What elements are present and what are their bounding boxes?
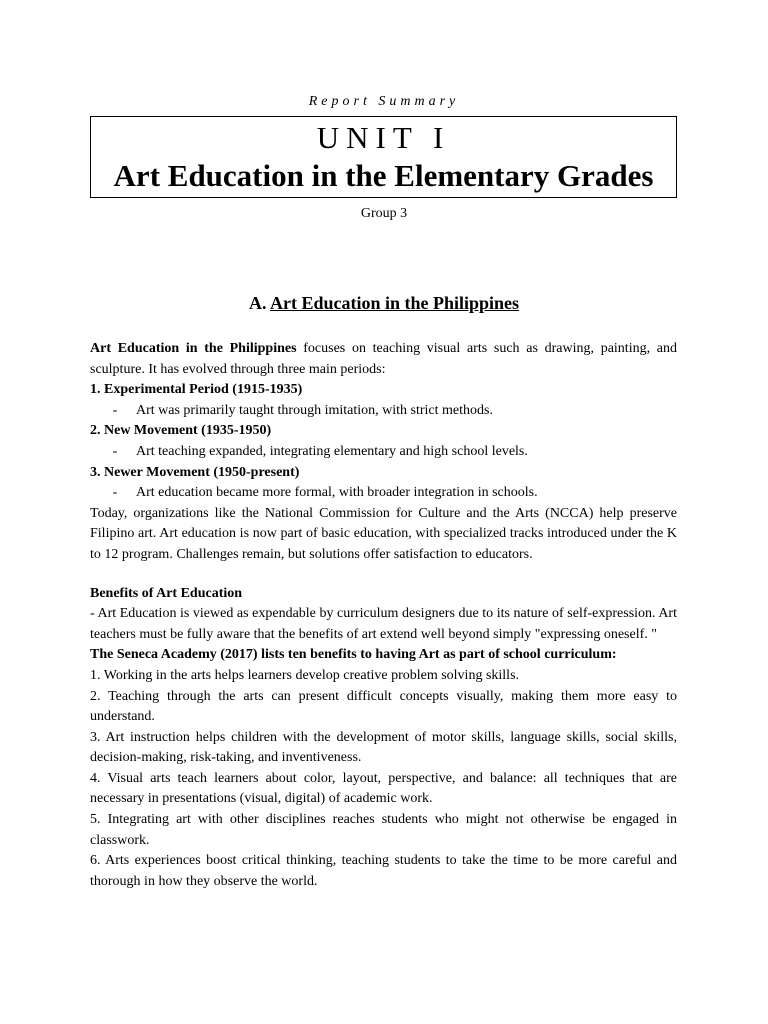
benefit-item: 1. Working in the arts helps learners develop creative problem solving skills.	[90, 667, 520, 683]
benefit-item: 3. Art instruction helps children with the development of motor skills, language skills, social skills, decision-making, risk-taking, and inventiveness.	[90, 729, 677, 766]
period-bullet-text: Art teaching expanded, integrating elementary and high school levels.	[136, 443, 528, 459]
intro-paragraph	[90, 339, 677, 380]
period-bullet-text: Art was primarily taught through imitation, with strict methods.	[136, 402, 493, 418]
document-body	[90, 339, 677, 892]
benefit-item: 2. Teaching through the arts can present difficult concepts visually, making them more easy to understand.	[90, 688, 677, 725]
benefits-intro: - Art Education is viewed as expendable by curriculum designers due to its nature of self-expression. Art teachers must be fully aware that the benefits of art extend well beyond simply "expressing oneself. "	[90, 606, 677, 642]
seneca-line: The Seneca Academy (2017) lists ten benefits to having Art as part of school curriculum:	[90, 647, 617, 663]
unit-label: UNIT I	[316, 120, 451, 155]
period-bullet	[90, 483, 677, 504]
period-bullet-text: Art education became more formal, with broader integration in schools.	[136, 485, 538, 501]
period-bullet	[90, 442, 677, 463]
title-box	[90, 116, 677, 198]
section-a-letter: A.	[248, 293, 267, 313]
benefits-heading: Benefits of Art Education	[90, 585, 243, 601]
spacer	[90, 566, 677, 584]
section-a-title: Art Education in the Philippines	[269, 293, 520, 313]
period-heading: 3. Newer Movement (1950-present)	[90, 464, 300, 480]
benefit-item: 4. Visual arts teach learners about color, layout, perspective, and balance: all techniques that are necessary in presentations (visual, digital) of academic work.	[90, 770, 677, 807]
period-heading: 2. New Movement (1935-1950)	[90, 423, 272, 439]
period-heading: 1. Experimental Period (1915-1935)	[90, 382, 303, 398]
benefit-item: 5. Integrating art with other disciplines reaches students who might not otherwise be engaged in classwork.	[90, 812, 677, 848]
intro-bold: Art Education in the Philippines	[90, 341, 297, 356]
section-a-heading	[0, 293, 768, 314]
report-kicker: Report Summary	[308, 94, 460, 109]
benefit-item: 6. Arts experiences boost critical thinking, teaching students to take the time to be more careful and thorough in how they observe the world.	[90, 853, 677, 889]
dash-marker: -	[112, 402, 118, 418]
intro-rest: focuses on teaching visual arts such as drawing, painting, and sculpture. It has evolved through three main periods:	[90, 341, 678, 377]
group-label: Group 3	[360, 206, 408, 221]
today-paragraph: Today, organizations like the National Commission for Culture and the Arts (NCCA) help preserve Filipino art. Art education is now part of basic education, with specialized tracks introduced under the K to 12 program. Challenges remain, but solutions offer satisfaction to educators.	[90, 505, 677, 562]
page-title: Art Education in the Elementary Grades	[113, 158, 654, 193]
dash-marker: -	[112, 443, 118, 459]
period-bullet	[90, 401, 677, 422]
dash-marker: -	[112, 485, 118, 501]
